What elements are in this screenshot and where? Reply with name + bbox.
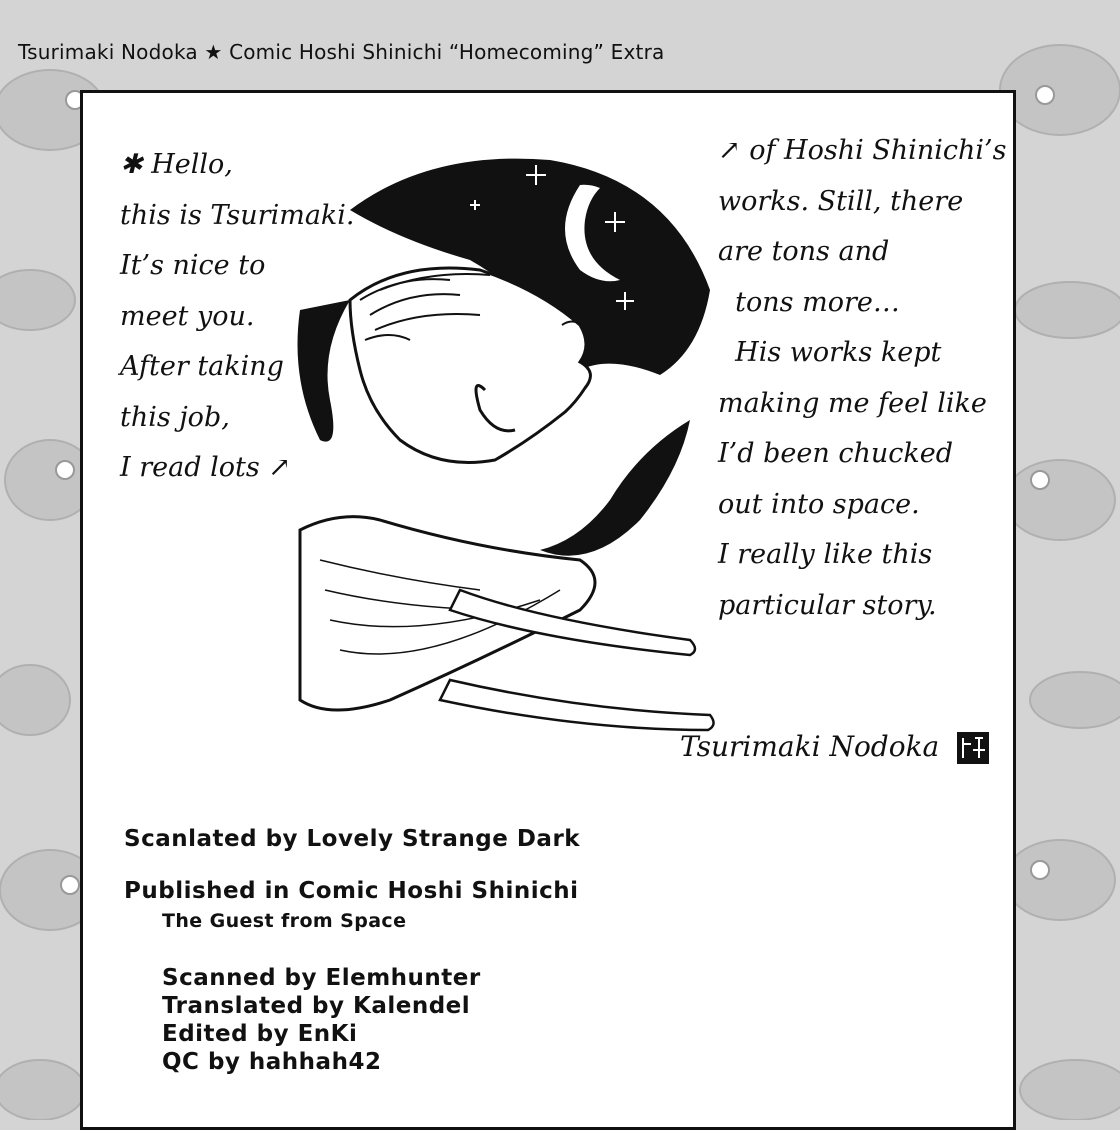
note-line: this is Tsurimaki.: [120, 199, 355, 231]
artist-note-left: [120, 140, 355, 494]
note-line: tons more…: [718, 286, 900, 318]
note-line: works. Still, there: [718, 185, 964, 217]
note-line: I read lots ↗: [120, 452, 291, 483]
artist-seal-icon: [955, 730, 991, 766]
staff-credit: Translated by Kalendel: [162, 993, 471, 1019]
note-line: After taking: [120, 351, 284, 382]
artist-signature: Tsurimaki Nodoka: [680, 730, 940, 763]
note-line: ↗ of Hoshi Shinichi’s: [718, 135, 1007, 166]
note-line: I really like this: [718, 539, 933, 570]
note-line: particular story.: [718, 589, 937, 621]
staff-credit: Edited by EnKi: [162, 1021, 358, 1047]
artist-note-right: [718, 126, 1006, 631]
note-line: It’s nice to: [120, 250, 266, 281]
published-in: Published in Comic Hoshi Shinichi: [124, 878, 579, 904]
staff-credit: QC by hahhah42: [162, 1049, 382, 1075]
note-line: making me feel like: [718, 387, 987, 419]
note-line: meet you.: [120, 300, 255, 332]
story-title: The Guest from Space: [162, 910, 407, 932]
note-line: His works kept: [718, 337, 942, 368]
note-line: out into space.: [718, 488, 920, 520]
note-line: I’d been chucked: [718, 438, 953, 469]
page-header: Tsurimaki Nodoka ★ Comic Hoshi Shinichi “Homecoming” Extra: [18, 40, 665, 64]
note-line: this job,: [120, 401, 230, 433]
note-line: ✱ Hello,: [120, 149, 233, 180]
staff-list: [124, 964, 481, 1076]
scanlated-by: Scanlated by Lovely Strange Dark: [124, 826, 581, 852]
staff-credit: Scanned by Elemhunter: [162, 965, 481, 991]
note-line: are tons and: [718, 236, 890, 267]
